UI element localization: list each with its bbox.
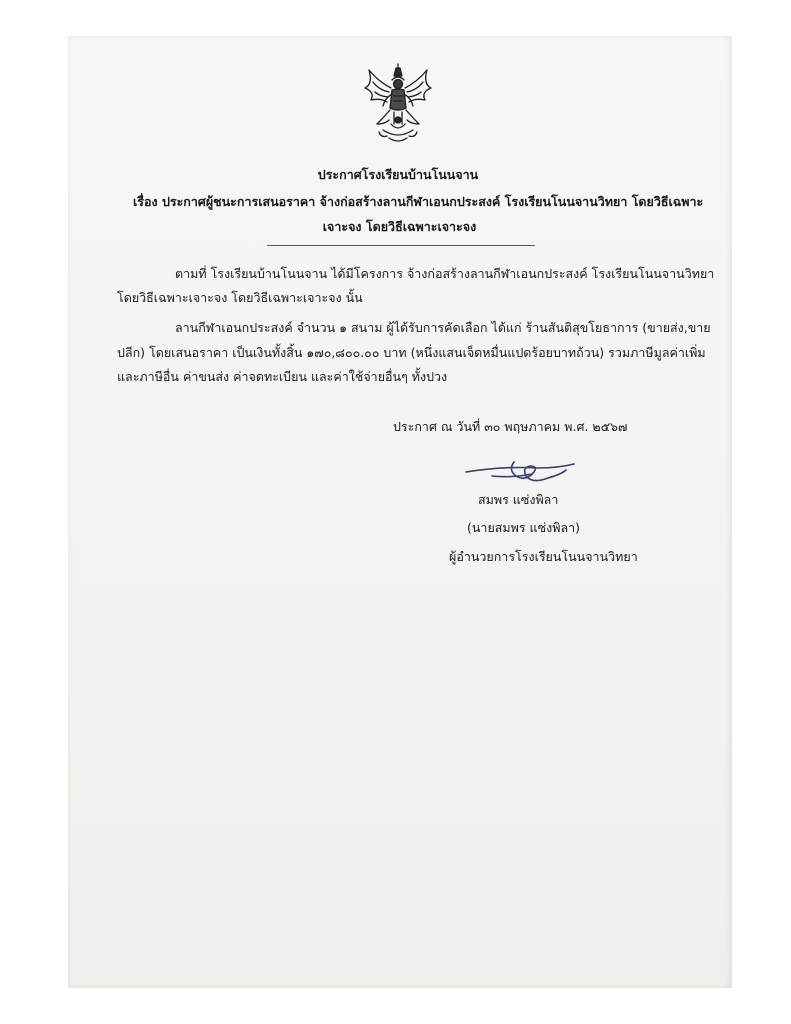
signer-position: ผู้อำนวยการโรงเรียนโนนจานวิทยา [449, 549, 638, 564]
garuda-emblem-icon [361, 62, 435, 144]
announcement-date: ประกาศ ณ วันที่ ๓๐ พฤษภาคม พ.ศ. ๒๕๖๗ [393, 419, 628, 434]
signer-full-name: (นายสมพร แซ่งพิลา) [467, 520, 581, 535]
subject-line-2: เจาะจง โดยวิธีเฉพาะเจาะจง [322, 219, 477, 234]
announcement-title: ประกาศโรงเรียนบ้านโนนจาน [317, 167, 479, 182]
paragraph-2-line-1: ลานกีฬาเอนกประสงค์ จำนวน ๑ สนาม ผู้ได้รับการคัดเลือก ได้แก่ ร้านสันติสุขโยธาการ (ขายส่ง,ขาย [175, 320, 711, 335]
signer-name: สมพร แซ่งพิลา [478, 492, 559, 507]
handwritten-signature [462, 456, 580, 486]
divider-line [267, 245, 535, 246]
paragraph-1-line-2: โดยวิธีเฉพาะเจาะจง โดยวิธีเฉพาะเจาะจง นั้น [117, 290, 363, 305]
paragraph-2-line-2: ปลีก) โดยเสนอราคา เป็นเงินทั้งสิ้น ๑๗๐,๘๐๐.๐๐ บาท (หนึ่งแสนเจ็ดหมื่นแปดร้อยบาทถ้วน) รวมภาษีมูลค่าเพิ่ม [117, 345, 706, 360]
subject-line-1: เรื่อง ประกาศผู้ชนะการเสนอราคา จ้างก่อสร้างลานกีฬาเอนกประสงค์ โรงเรียนโนนจานวิทยา โดยวิธีเฉพาะ [133, 194, 704, 209]
paragraph-1-line-1: ตามที่ โรงเรียนบ้านโนนจาน ได้มีโครงการ จ้างก่อสร้างลานกีฬาเอนกประสงค์ โรงเรียนโนนจานวิทยา [175, 266, 715, 281]
paragraph-2-line-3: และภาษีอื่น ค่าขนส่ง ค่าจดทะเบียน และค่าใช้จ่ายอื่นๆ ทั้งปวง [117, 369, 448, 384]
